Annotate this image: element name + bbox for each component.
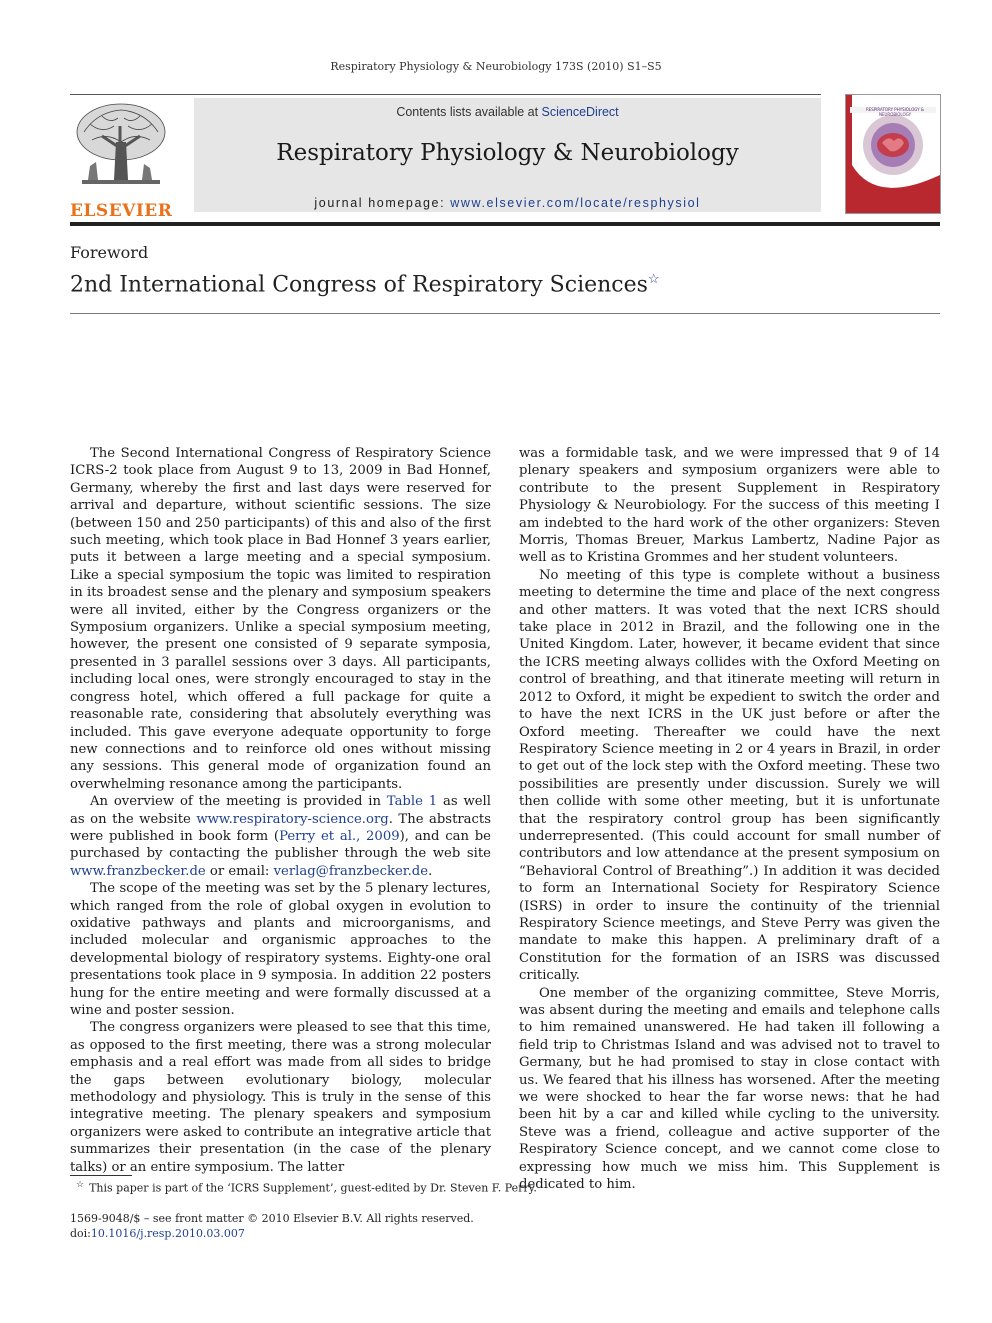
text-run: ), and can be purchased by contacting the publisher through the web site xyxy=(70,828,491,862)
publisher-name: ELSEVIER xyxy=(70,201,173,221)
homepage-line xyxy=(194,196,821,210)
article-title xyxy=(70,272,660,297)
text-run: . xyxy=(428,863,433,879)
section-label: Foreword xyxy=(70,243,149,262)
sciencedirect-link[interactable]: ScienceDirect xyxy=(541,105,619,119)
paragraph-organizers: The congress organizers were pleased to see that this time, as opposed to the first meeting, there was a strong molecular emphasis and a real effort was made from all sides to bridge the gaps between evolutionary biology, molecular methodology and physiology. This is truly in the sense of this integrative meeting. The plenary speakers and symposium organizers were asked to contribute an integrative article that summarizes their presentation (in the case of the plenary talks) or an entire symposium. The latter xyxy=(70,1020,491,1175)
journal-cover-thumbnail[interactable] xyxy=(845,94,941,214)
article-title-text: 2nd International Congress of Respiratory Sciences xyxy=(70,272,648,298)
contents-prefix: Contents lists available at xyxy=(396,105,542,119)
body-column-right xyxy=(519,445,940,1193)
journal-header xyxy=(70,94,940,221)
email-link[interactable]: verlag@franzbecker.de xyxy=(273,863,429,879)
doi-line xyxy=(70,1227,245,1240)
homepage-link[interactable]: www.elsevier.com/locate/resphysiol xyxy=(450,196,701,210)
homepage-prefix: journal homepage: xyxy=(314,196,451,210)
paragraph-dedication: One member of the organizing committee, Steve Morris, was absent during the meeting and emails and telephone calls to him remained unanswered. He had taken ill following a field trip to Christmas Island and was advised not to travel to Germany, but he had promised to stay in close contact with us. We feared that his illness has worsened. After the meeting we were shocked to hear the far worse news: that he had been hit by a car and killed while cycling to the university. Steve was a friend, colleague and active supporter of the Respiratory Science concept, and we cannot come close to expressing how much we miss him. This Supplement is dedicated to him. xyxy=(519,985,940,1193)
publisher-website-link[interactable]: www.franzbecker.de xyxy=(70,863,206,879)
reference-link-perry[interactable]: Perry et al., 2009 xyxy=(279,828,400,844)
doi-prefix: doi: xyxy=(70,1227,91,1240)
footnote-rule xyxy=(70,1175,132,1176)
journal-title: Respiratory Physiology & Neurobiology xyxy=(276,140,739,166)
footnote-mark: ☆ xyxy=(76,1180,85,1190)
cover-title: RESPIRATORY PHYSIOLOGY & NEUROBIOLOGY xyxy=(865,107,924,117)
body-column-left xyxy=(70,445,491,1176)
masthead-banner xyxy=(194,98,821,212)
header-top-rule xyxy=(70,94,821,95)
header-bottom-rule xyxy=(70,222,940,226)
footnote xyxy=(70,1180,670,1195)
text-run: An overview of the meeting is provided in xyxy=(90,794,387,810)
doi-link[interactable]: 10.1016/j.resp.2010.03.007 xyxy=(90,1227,245,1240)
paragraph-overview xyxy=(70,793,491,880)
contents-line xyxy=(194,105,821,119)
running-head: Respiratory Physiology & Neurobiology 173S (2010) S1–S5 xyxy=(330,60,662,73)
text-run: as well as on the website xyxy=(70,794,491,827)
tree-icon xyxy=(72,102,170,194)
paragraph-intro: The Second International Congress of Respiratory Science ICRS-2 took place from August 9 to 13, 2009 in Bad Honnef, Germany, whereby the first and last days were reserved for arrival and departure, without scientific sessions. The size (between 150 and 250 participants) of this and also of the first such meeting, which took place in Bad Honnef 3 years earlier, puts it between a large meeting and a special symposium. Like a special symposium the topic was limited to respiration in its broadest sense and the plenary and symposium speakers were all invited, either by the Congress organizers or the Symposium organizers. Unlike a special symposium meeting, however, the present one consisted of 9 separate symposia, presented in 3 parallel sessions over 3 days. All participants, including local ones, were strongly encouraged to stay in the congress hotel, which offered a full package for quite a reasonable rate, considering that absolutely everything was included. This gave everyone adequate opportunity to forge new connections and to reinforce old ones without missing any sessions. This general mode of organization found an overwhelming resonance among the participants. xyxy=(70,446,491,792)
footnote-text: This paper is part of the ‘ICRS Supplement’, guest-edited by Dr. Steven F. Perry. xyxy=(89,1181,537,1195)
title-rule xyxy=(70,313,940,314)
website-link[interactable]: www.respiratory-science.org xyxy=(196,811,389,827)
title-footnote-mark[interactable]: ☆ xyxy=(647,272,660,287)
table-1-link[interactable]: Table 1 xyxy=(386,794,438,810)
paragraph-scope: The scope of the meeting was set by the 5 plenary lectures, which ranged from the role of global oxygen in evolution to oxidative pathways and plants and microorganisms, and included molecular and organismic approaches to the developmental biology of respiratory systems. Eighty-one oral presentations took place in 9 symposia. In addition 22 posters hung for the entire meeting and were formally discussed at a wine and poster session. xyxy=(70,881,491,1018)
text-run: or email: xyxy=(205,863,274,879)
elsevier-logo[interactable] xyxy=(70,102,173,221)
text-run: . The abstracts were published in book form ( xyxy=(70,811,491,844)
issn-line: 1569-9048/$ – see front matter © 2010 Elsevier B.V. All rights reserved. xyxy=(70,1212,474,1225)
paragraph-organizers-continued: was a formidable task, and we were impressed that 9 of 14 plenary speakers and symposium organizers were able to contribute to the present Supplement in Respiratory Physiology & Neurobiology. For the success of this meeting I am indebted to the hard work of the other organizers: Steven Morris, Thomas Breuer, Markus Lambertz, Nadine Pajor as well as to Kristina Grommes and her student volunteers. xyxy=(519,446,940,566)
paragraph-business-meeting: No meeting of this type is complete without a business meeting to determine the time and place of the next congress and other matters. It was voted that the next ICRS should take place in 2012 in Brazil, and the following one in the United Kingdom. Later, however, it became evident that since the ICRS meeting always collides with the Oxford Meeting on control of breathing, and that itinerate meeting will return in 2012 to Oxford, it might be expedient to switch the order and to have the next ICRS in the UK just before or after the Oxford meeting. Thereafter we could have the next Respiratory Science meeting in 2 or 4 years in Brazil, in order to get out of the lock step with the Oxford meeting. These two possibilities are presently under discussion. Surely we will then collide with some other meeting, but it is unfortunate that the respiratory control group has been significantly underrepresented. (This could account for small number of contributors and low attendance at the present symposium on “Behavioral Control of Breathing”.) In addition it was decided to form an International Society for Respiratory Science (ISRS) in order to insure the continuity of the triennial Respiratory Science meetings, and Steve Perry was given the mandate to make this happen. A preliminary draft of a Constitution for the formation of an ISRS was discussed critically. xyxy=(519,567,940,984)
